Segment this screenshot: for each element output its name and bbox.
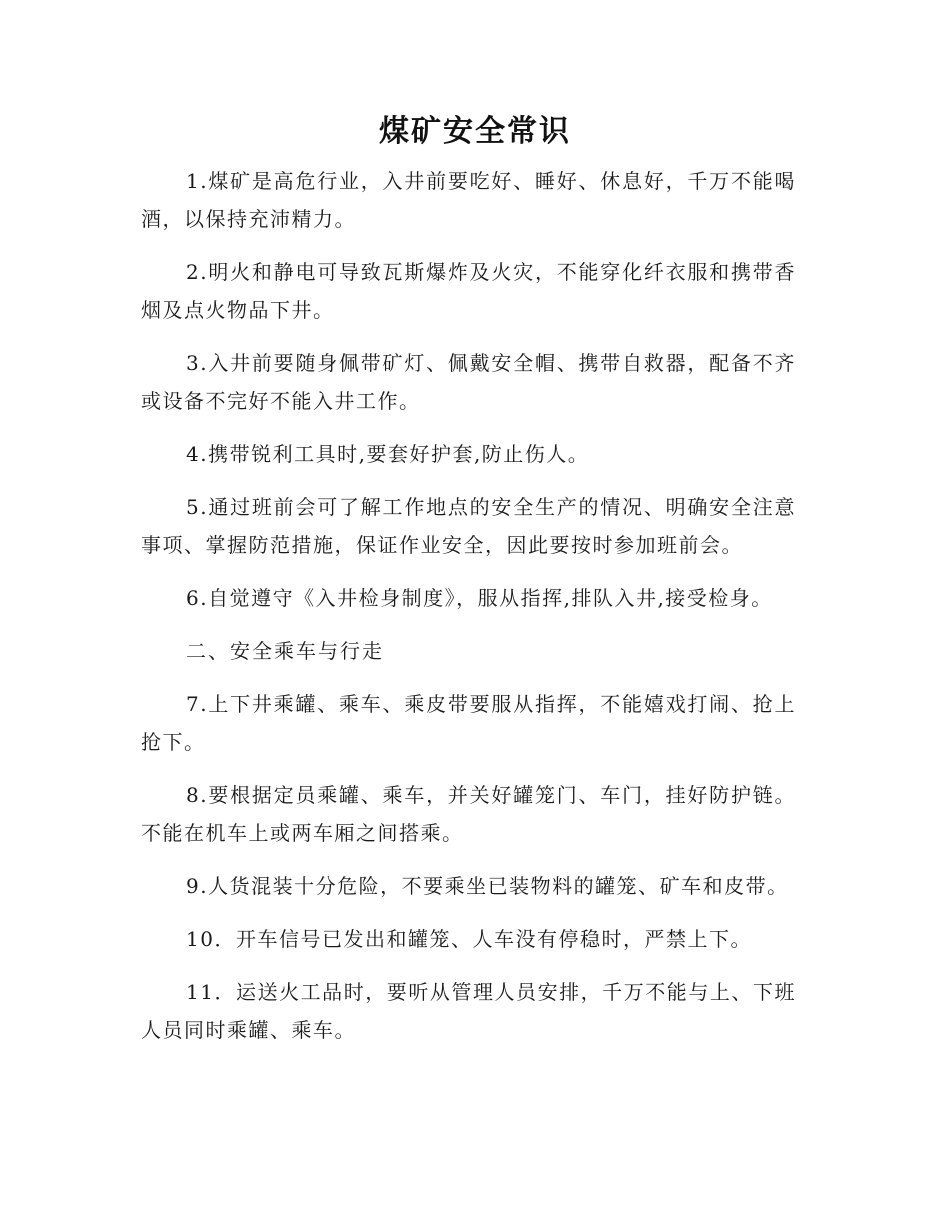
paragraph-9: 9.人货混装十分危险，不要乘坐已装物料的罐笼、矿车和皮带。 [186,874,789,898]
document-body [141,162,796,1064]
paragraph-11: 11．运送火工品时，要听从管理人员安排，千万不能与上、下班人员同时乘罐、乘车。 [141,980,796,1042]
paragraph-3: 3.入井前要随身佩带矿灯、佩戴安全帽、携带自救器，配备不齐或设备不完好不能入井工作。 [141,351,796,413]
paragraph-4: 4.携带锐利工具时,要套好护套,防止伤人。 [186,442,590,466]
paragraph-8: 8.要根据定员乘罐、乘车，并关好罐笼门、车门，挂好防护链。不能在机车上或两车厢之间搭乘。 [141,783,796,845]
section-heading: 二、安全乘车与行走 [186,639,384,663]
paragraph-2: 2.明火和静电可导致瓦斯爆炸及火灾，不能穿化纤衣服和携带香烟及点火物品下井。 [141,260,796,322]
page-title: 煤矿安全常识 [379,114,571,149]
paragraph-10: 10．开车信号已发出和罐笼、人车没有停稳时，严禁上下。 [186,927,752,951]
paragraph-5: 5.通过班前会可了解工作地点的安全生产的情况、明确安全注意事项、掌握防范措施，保证作业安全，因此要按时参加班前会。 [141,495,796,557]
paragraph-7: 7.上下井乘罐、乘车、乘皮带要服从指挥，不能嬉戏打闹、抢上抢下。 [141,692,796,754]
paragraph-1: 1.煤矿是高危行业，入井前要吃好、睡好、休息好，千万不能喝酒，以保持充沛精力。 [141,169,796,231]
paragraph-6: 6.自觉遵守《入井检身制度》，服从指挥,排队入井,接受检身。 [186,586,773,610]
